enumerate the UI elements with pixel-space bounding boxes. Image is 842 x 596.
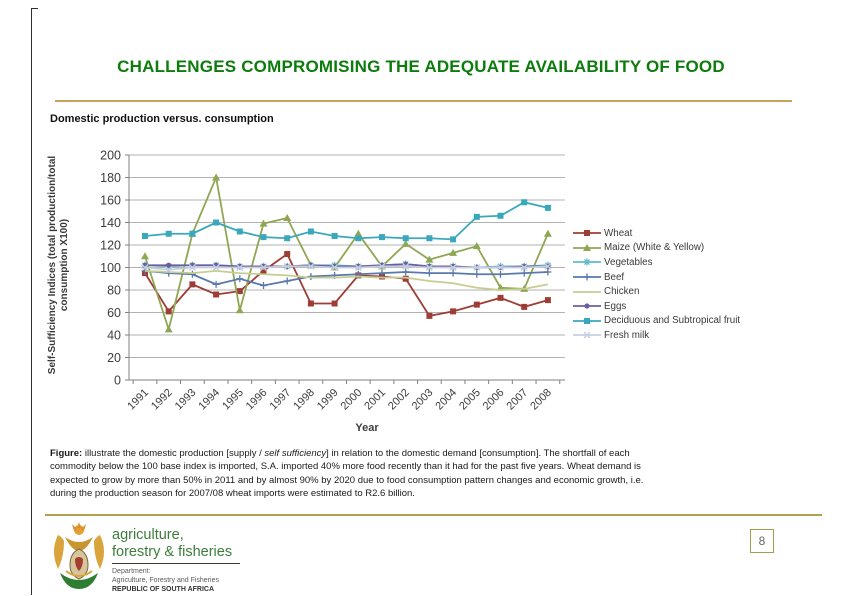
brand-line2: forestry & fisheries	[112, 544, 233, 560]
legend-swatch	[572, 242, 602, 254]
slide-border-corner	[31, 8, 38, 9]
marker-square	[498, 295, 504, 301]
x-tick-label: 1999	[314, 386, 341, 413]
legend-label: Beef	[604, 271, 625, 283]
marker-square	[332, 233, 338, 239]
series-line-beef	[145, 271, 548, 286]
x-tick-label: 2004	[433, 386, 460, 413]
x-tick-label: 2008	[528, 386, 555, 413]
x-tick-label: 1992	[149, 386, 175, 413]
y-tick-label: 20	[107, 351, 121, 365]
x-tick-label: 1993	[172, 386, 199, 413]
department-details	[112, 567, 219, 594]
legend-item-chicken	[572, 284, 740, 299]
title-divider-rule	[55, 100, 792, 102]
marker-square	[498, 213, 504, 219]
x-tick-label: 1991	[125, 386, 152, 413]
x-tick-label: 2007	[504, 386, 531, 413]
slide-left-border	[31, 8, 32, 595]
legend-swatch	[572, 271, 602, 283]
marker-triangle	[141, 252, 149, 259]
legend-label: Wheat	[604, 227, 633, 239]
marker-square	[426, 235, 432, 241]
marker-square	[584, 318, 590, 324]
marker-triangle	[212, 174, 220, 181]
y-tick-label: 120	[100, 238, 121, 253]
legend-swatch	[572, 329, 602, 341]
marker-square	[403, 235, 409, 241]
brand-underline	[112, 563, 240, 564]
page-number-box	[750, 529, 774, 553]
chart-area	[45, 147, 595, 439]
chart-svg	[45, 147, 595, 439]
x-tick-label: 2002	[386, 386, 412, 413]
y-tick-label: 40	[107, 328, 121, 343]
slide-title: CHALLENGES COMPROMISING THE ADEQUATE AVAILABILITY OF FOOD	[117, 57, 725, 76]
legend-swatch	[572, 256, 602, 268]
marker-square	[213, 220, 219, 226]
x-tick-label: 2005	[457, 386, 483, 413]
marker-square	[332, 301, 338, 307]
marker-square	[584, 230, 590, 236]
legend-swatch	[572, 300, 602, 312]
series-line-fresh-milk	[145, 266, 548, 269]
marker-triangle	[283, 214, 291, 221]
brand-line1: agriculture,	[112, 527, 184, 543]
marker-square	[284, 251, 290, 257]
x-axis-title: Year	[355, 422, 379, 434]
y-tick-label: 80	[107, 283, 121, 298]
legend-item-beef	[572, 270, 740, 285]
marker-square	[474, 302, 480, 308]
legend-item-wheat	[572, 226, 740, 241]
y-axis-title-line2: consumption X100)	[59, 218, 70, 312]
series-line-deciduous-and-subtropical-fruit	[145, 202, 548, 239]
x-tick-label: 2001	[362, 386, 389, 413]
x-tick-label: 1996	[243, 386, 270, 413]
caption-line: Figure: illustrate the domestic production [supply / self sufficiency] in relation to the domestic demand [consumption]. The shortfall of each	[50, 448, 630, 459]
footer-divider-rule	[45, 514, 822, 516]
figure-caption	[50, 447, 828, 501]
x-tick-label: 2006	[480, 386, 507, 413]
marker-triangle	[236, 306, 244, 313]
marker-square	[213, 292, 219, 298]
legend-swatch	[572, 286, 602, 298]
marker-triangle	[544, 230, 552, 237]
marker-square	[237, 229, 243, 235]
x-tick-label: 1994	[196, 386, 223, 413]
marker-square	[521, 199, 527, 205]
marker-circle	[584, 304, 589, 309]
department-label: Department:	[112, 568, 151, 575]
marker-square	[426, 313, 432, 319]
marker-square	[284, 235, 290, 241]
marker-square	[308, 229, 314, 235]
x-tick-label: 2003	[409, 386, 436, 413]
legend-label: Deciduous and Subtropical fruit	[604, 315, 741, 327]
y-tick-label: 60	[107, 306, 121, 320]
marker-square	[545, 297, 551, 303]
chart-legend	[572, 226, 740, 343]
marker-square	[308, 301, 314, 307]
legend-item-maize-white-yellow	[572, 241, 740, 256]
legend-item-deciduous-and-subtropical-fruit	[572, 314, 740, 329]
department-brand	[112, 527, 232, 561]
marker-square	[237, 288, 243, 294]
legend-label: Fresh milk	[604, 329, 650, 341]
coat-of-arms-logo	[48, 521, 110, 596]
marker-square	[450, 236, 456, 242]
legend-swatch	[572, 315, 602, 327]
marker-square	[355, 235, 361, 241]
y-tick-label: 200	[100, 148, 121, 163]
y-tick-label: 180	[100, 171, 121, 185]
page-number: 8	[758, 534, 766, 548]
marker-square	[521, 304, 527, 310]
marker-square	[166, 231, 172, 237]
marker-square	[474, 214, 480, 220]
country-name: REPUBLIC OF SOUTH AFRICA	[112, 586, 215, 593]
y-tick-label: 160	[100, 193, 121, 208]
marker-square	[379, 234, 385, 240]
department-name: Agriculture, Forestry and Fisheries	[112, 577, 219, 584]
caption-line: expected to grow by more than 50% in 2011 and by almost 90% by 2020 due to food consumption pattern changes and economic growth, i.e.	[50, 474, 644, 486]
marker-square	[189, 281, 195, 287]
y-tick-label: 100	[100, 261, 121, 275]
marker-triangle	[473, 242, 481, 249]
legend-swatch	[572, 227, 602, 239]
x-tick-label: 2000	[338, 386, 365, 413]
legend-item-fresh-milk	[572, 328, 740, 343]
x-tick-label: 1997	[267, 386, 294, 413]
legend-label: Eggs	[604, 300, 627, 312]
slide-subtitle: Domestic production versus. consumption	[50, 113, 274, 125]
caption-line: during the production season for 2007/08 wheat imports were estimated to R2.6 billion.	[50, 488, 415, 500]
caption-line: commodity below the 100 base index is imported, S.A. imported 40% more food recently than it had for the past five years. Wheat demand is	[50, 461, 641, 473]
marker-square	[261, 234, 267, 240]
y-axis-title-line1: Self-Sufficiency Indices (total production/total	[47, 155, 58, 375]
y-tick-label: 0	[114, 373, 121, 388]
legend-item-eggs	[572, 299, 740, 314]
x-tick-label: 1998	[291, 386, 318, 413]
y-axis-title	[47, 150, 71, 380]
marker-triangle	[165, 325, 173, 332]
marker-square	[545, 205, 551, 211]
legend-label: Chicken	[604, 286, 640, 298]
marker-square	[166, 308, 172, 314]
legend-item-vegetables	[572, 255, 740, 270]
marker-square	[450, 308, 456, 314]
x-tick-label: 1995	[220, 386, 246, 413]
legend-label: Maize (White & Yellow)	[604, 242, 705, 254]
marker-square	[142, 233, 148, 239]
marker-square	[189, 231, 195, 237]
legend-label: Vegetables	[604, 256, 653, 268]
y-tick-label: 140	[100, 216, 121, 230]
